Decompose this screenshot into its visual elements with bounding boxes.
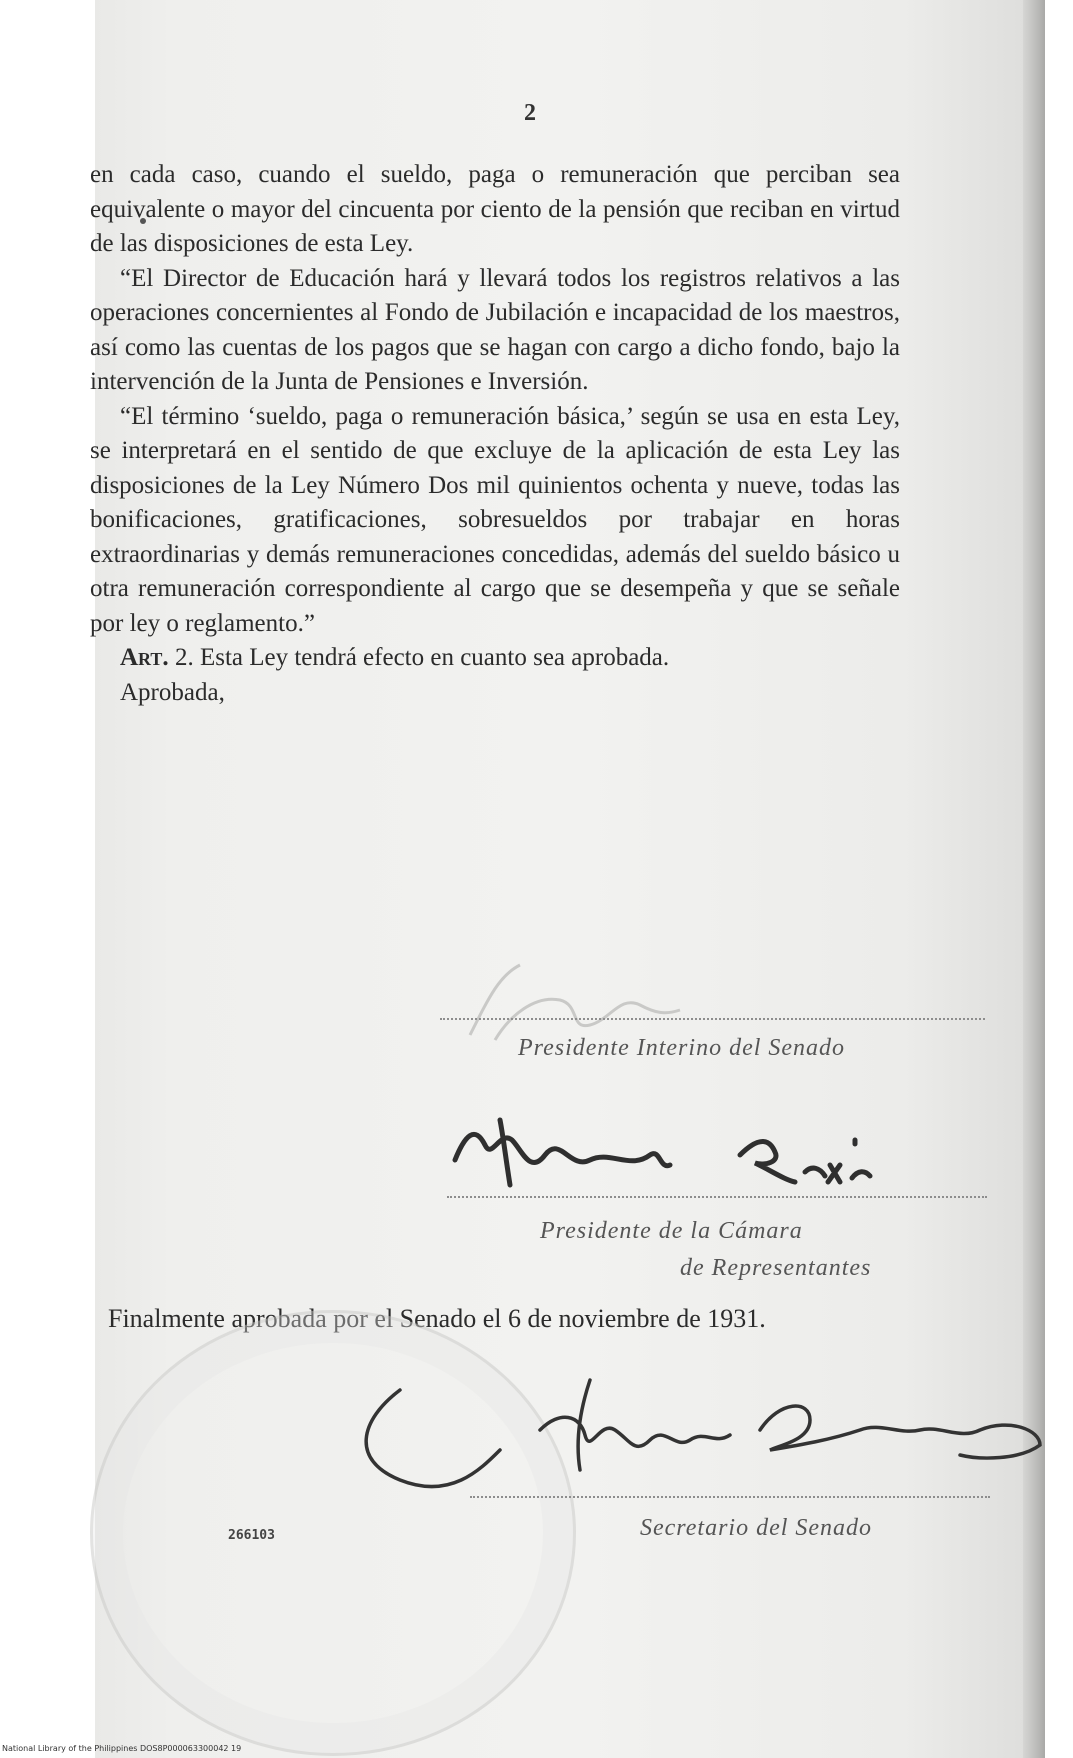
senate-secretary-signature xyxy=(340,1360,1060,1530)
archive-footer-id: National Library of the Philippines DOS8P000063300042 19 xyxy=(2,1744,242,1753)
paragraph: “El Director de Educación hará y llevará todos los registros relativos a las operaciones concernientes al Fondo de Jubilación e incapacidad de los maestros, así como las cuentas de los pagos que se hagan con cargo a dicho fondo, bajo la intervención de la Junta de Pensiones e Inversión. xyxy=(90,264,900,395)
senate-secretary-signature-line xyxy=(470,1496,990,1498)
house-speaker-signature-line xyxy=(447,1196,987,1198)
article-text: 2. Esta Ley tendrá efecto en cuanto sea aprobada. xyxy=(174,644,670,671)
body-text xyxy=(90,158,900,710)
page-number: 2 xyxy=(524,100,536,126)
senate-president-caption: Presidente Interino del Senado xyxy=(518,1035,846,1061)
approved-label: Aprobada, xyxy=(120,678,225,706)
paragraph: “El término ‘sueldo, paga o remuneración básica,’ según se usa en esta Ley, se interpretará en el sentido de que excluye de la aplicación de esta Ley las disposiciones de la Ley Número Dos mil quinientos ochenta y nueve, todas las bonificaciones, gratificaciones, sobresueldos por trabajar en horas extraordinarias y demás remuneraciones concedidas, además del sueldo básico u otra remuneración correspondiente al cargo que se desempeña y que se señale por ley o reglamento.” xyxy=(90,402,900,637)
article-2 xyxy=(90,641,900,676)
house-speaker-signature xyxy=(440,1100,960,1210)
serial-number: 266103 xyxy=(228,1528,275,1543)
final-approval-text xyxy=(78,1302,918,1336)
house-speaker-caption-2: de Representantes xyxy=(680,1255,872,1281)
paragraph: en cada caso, cuando el sueldo, paga o remuneración que perciban sea equivalente o mayor del cincuenta por ciento de la pensión que reciban en virtud de las disposiciones de esta Ley. xyxy=(90,161,900,257)
article-label: Art. xyxy=(120,644,169,671)
final-approval: Finalmente aprobada por el Senado el 6 de noviembre de 1931. xyxy=(108,1304,766,1333)
senate-president-signature-line xyxy=(440,1018,985,1020)
senate-secretary-caption: Secretario del Senado xyxy=(640,1515,873,1541)
house-speaker-caption-1: Presidente de la Cámara xyxy=(540,1218,803,1244)
